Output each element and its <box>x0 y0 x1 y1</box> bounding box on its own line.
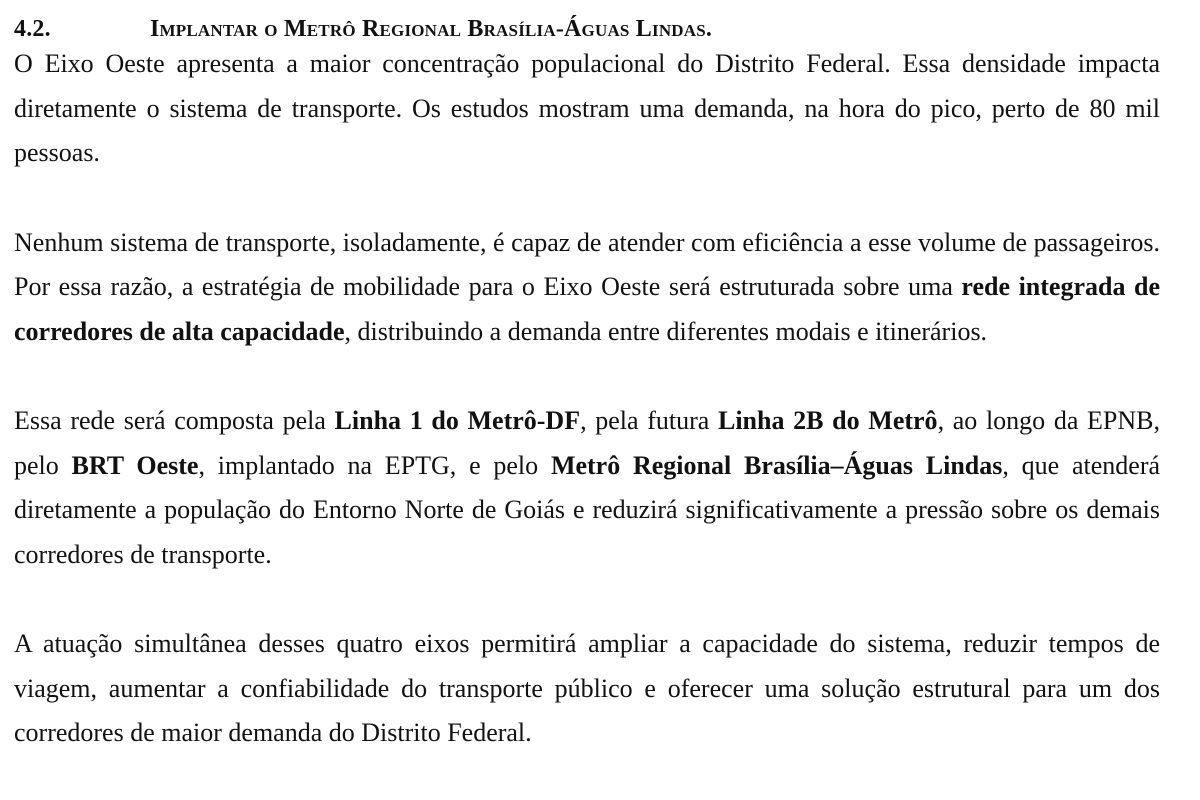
paragraph-text: Essa rede será composta pela <box>14 406 335 435</box>
paragraph-text: , implantado na EPTG, e pelo <box>198 450 551 480</box>
paragraph-3 <box>14 399 1160 577</box>
paragraph-text: O Eixo Oeste apresenta a maior concentração populacional do Distrito Federal. Essa densidade impacta diretamente o sistema de transporte. Os estudos mostram uma demanda, na hora do pico, perto de 80 mil pessoas. <box>14 49 1160 167</box>
bold-phrase: BRT Oeste <box>71 450 199 480</box>
section-title: Implantar o Metrô Regional Brasília-Águas Lindas. <box>150 16 713 42</box>
paragraph-text: Nenhum sistema de transporte, isoladamente, é capaz de atender com eficiência a esse volume de passageiros. Por essa razão, a estratégia de mobilidade para o Eixo Oeste será estruturada sobre uma <box>14 227 1160 301</box>
bold-phrase: rede integrada de corredores de alta capacidade <box>14 272 1160 346</box>
document-page <box>14 14 1160 756</box>
paragraph-text: , pela futura <box>580 406 718 435</box>
section-number: 4.2. <box>14 16 51 42</box>
bold-phrase: Linha 1 do Metrô-DF <box>334 406 581 435</box>
bold-phrase: Metrô Regional Brasília–Águas Lindas <box>550 450 1003 480</box>
paragraph-4 <box>14 622 1160 756</box>
paragraph-text: A atuação simultânea desses quatro eixos permitirá ampliar a capacidade do sistema, reduzir tempos de viagem, aumentar a confiabilidade do transporte público e oferecer uma solução estrutural para um dos corredores de maior demanda do Distrito Federal. <box>14 629 1160 747</box>
section-heading <box>14 14 1160 44</box>
bold-phrase: Linha 2B do Metrô <box>717 406 938 435</box>
paragraph-text: , que atenderá diretamente a população do Entorno Norte de Goiás e reduzirá significativamente a pressão sobre os demais corredores de transporte. <box>14 450 1161 569</box>
paragraph-text: , ao longo da EPNB, pelo <box>14 406 1160 480</box>
paragraph-text: , distribuindo a demanda entre diferentes modais e itinerários. <box>344 316 988 346</box>
paragraph-1 <box>14 42 1160 176</box>
paragraph-2 <box>14 221 1160 355</box>
